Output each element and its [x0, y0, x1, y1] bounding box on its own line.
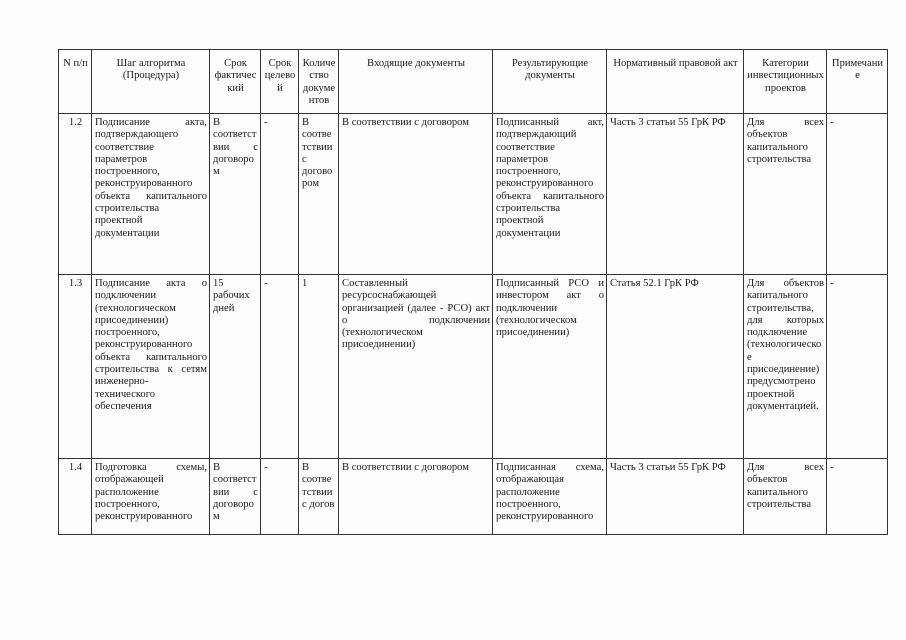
- doc-count-cell: В соответствии с договором: [299, 114, 339, 275]
- row-number: 1.3: [59, 275, 92, 459]
- category-cell: Для объектов капитального строительства, для которых подключение (технологическое присоединение) предусмотрено проектной документацией.: [744, 275, 827, 459]
- header-cell: Категории инвестиционных проектов: [744, 50, 827, 114]
- step-cell: Подписание акта, подтверждающего соответствие параметров построенного, реконструированного объекта капитального строительства проектной документации: [92, 114, 210, 275]
- procedure-table: [58, 49, 888, 535]
- term-target-cell: -: [261, 459, 299, 535]
- term-actual-cell: В соответствии с договором: [210, 114, 261, 275]
- category-cell: Для всех объектов капитального строительства: [744, 459, 827, 535]
- table-row: [59, 114, 888, 275]
- incoming-docs-cell: В соответствии с договором: [339, 114, 493, 275]
- term-actual-cell: В соответствии с договором: [210, 459, 261, 535]
- term-target-cell: -: [261, 275, 299, 459]
- header-cell: Количество документов: [299, 50, 339, 114]
- header-cell: Шаг алгоритма (Процедура): [92, 50, 210, 114]
- step-cell: Подписание акта о подключении (технологическом присоединении) построенного, реконструированного объекта капитального строительства к сетям инженерно-технического обеспечения: [92, 275, 210, 459]
- note-cell: -: [827, 275, 888, 459]
- note-cell: -: [827, 114, 888, 275]
- legal-act-cell: Часть 3 статьи 55 ГрК РФ: [607, 114, 744, 275]
- step-cell: Подготовка схемы, отображающей расположение построенного, реконструированного: [92, 459, 210, 535]
- header-cell: Срок целевой: [261, 50, 299, 114]
- header-cell: N п/п: [59, 50, 92, 114]
- doc-count-cell: В соответствии с догов: [299, 459, 339, 535]
- header-cell: Примечание: [827, 50, 888, 114]
- legal-act-cell: Статья 52.1 ГрК РФ: [607, 275, 744, 459]
- header-cell: Нормативный правовой акт: [607, 50, 744, 114]
- term-target-cell: -: [261, 114, 299, 275]
- result-docs-cell: Подписанная схема, отображающая расположение построенного, реконструированного: [493, 459, 607, 535]
- incoming-docs-cell: Составленный ресурсоснабжающей организацией (далее - РСО) акт о подключении (технологическом присоединении): [339, 275, 493, 459]
- header-cell: Входящие документы: [339, 50, 493, 114]
- table-row: [59, 275, 888, 459]
- doc-count-cell: 1: [299, 275, 339, 459]
- table-header-row: [59, 50, 888, 114]
- category-cell: Для всех объектов капитального строительства: [744, 114, 827, 275]
- result-docs-cell: Подписанный акт, подтверждающий соответствие параметров построенного, реконструированного объекта капитального строительства проектной документации: [493, 114, 607, 275]
- row-number: 1.2: [59, 114, 92, 275]
- legal-act-cell: Часть 3 статьи 55 ГрК РФ: [607, 459, 744, 535]
- table-row: [59, 459, 888, 535]
- header-cell: Срок фактический: [210, 50, 261, 114]
- row-number: 1.4: [59, 459, 92, 535]
- result-docs-cell: Подписанный РСО и инвестором акт о подключении (технологическом присоединении): [493, 275, 607, 459]
- note-cell: -: [827, 459, 888, 535]
- term-actual-cell: 15 рабочих дней: [210, 275, 261, 459]
- header-cell: Результирующие документы: [493, 50, 607, 114]
- incoming-docs-cell: В соответствии с договором: [339, 459, 493, 535]
